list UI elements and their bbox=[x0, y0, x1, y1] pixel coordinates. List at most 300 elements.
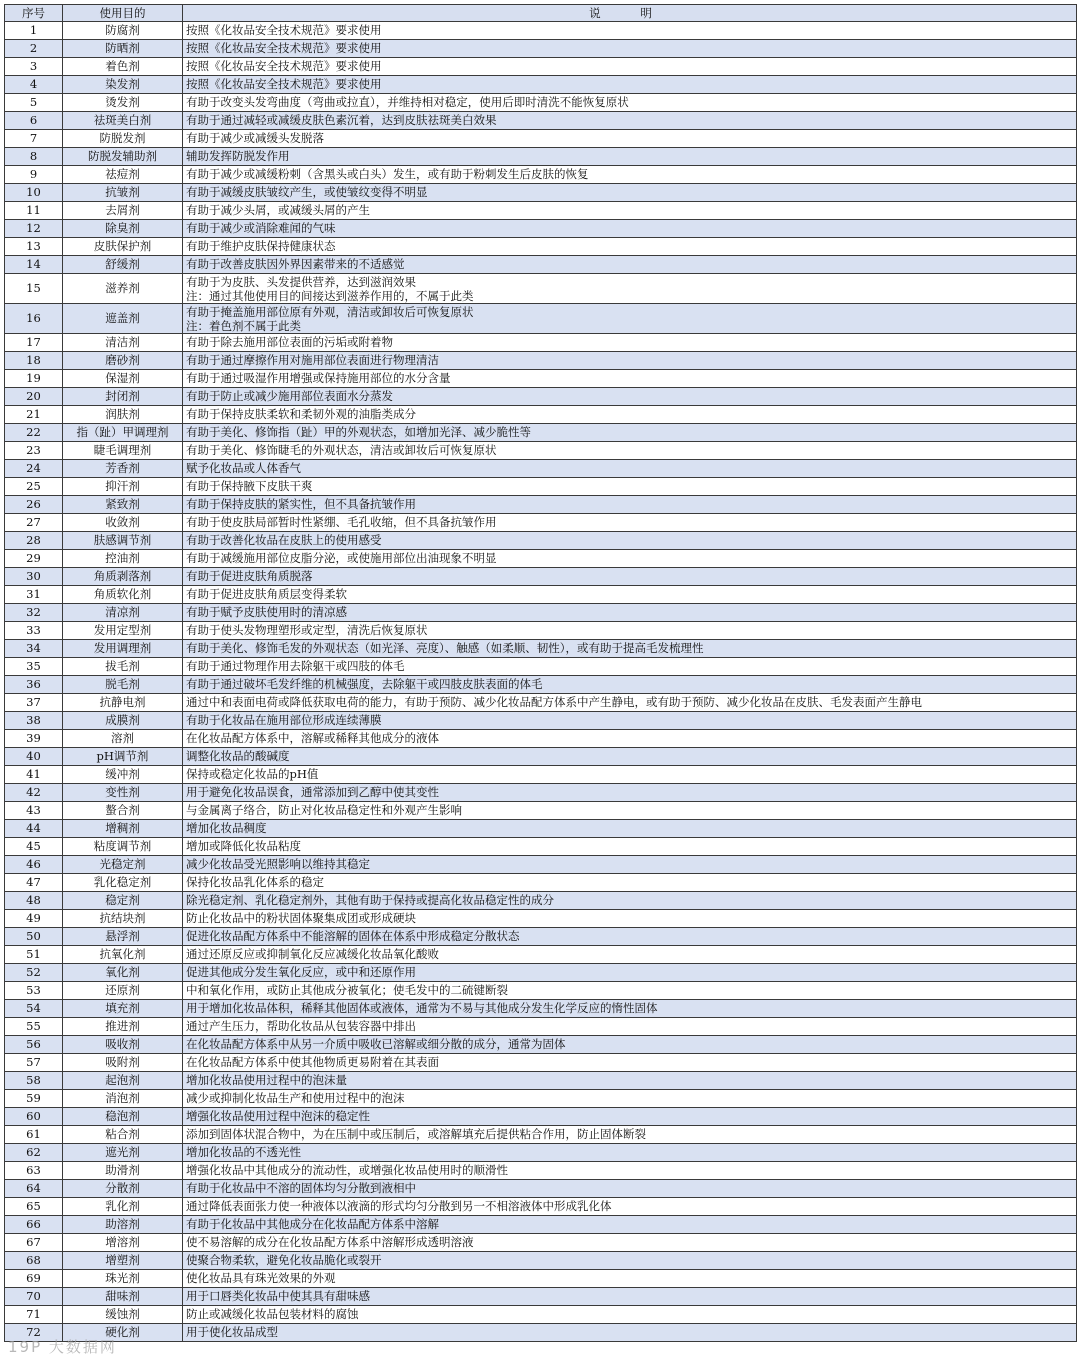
description-line: 有助于保持腋下皮肤干爽 bbox=[186, 479, 313, 493]
description-line: 防止或减缓化妆品包装材料的腐蚀 bbox=[186, 1307, 359, 1321]
description-line: 有助于改善化妆品在皮肤上的使用感受 bbox=[186, 533, 382, 547]
row-description bbox=[183, 424, 1077, 442]
row-purpose: 缓蚀剂 bbox=[63, 1306, 183, 1324]
description-line: 有助于美化、修饰睫毛的外观状态，清洁或卸妆后可恢复原状 bbox=[186, 443, 497, 457]
row-number: 47 bbox=[5, 874, 63, 892]
row-description bbox=[183, 184, 1077, 202]
row-purpose: 氧化剂 bbox=[63, 964, 183, 982]
description-line: 减少或抑制化妆品生产和使用过程中的泡沫 bbox=[186, 1091, 405, 1105]
row-description bbox=[183, 784, 1077, 802]
table-row bbox=[5, 184, 1077, 202]
description-line: 除光稳定剂、乳化稳定剂外，其他有助于保持或提高化妆品稳定性的成分 bbox=[186, 893, 554, 907]
row-purpose: 硬化剂 bbox=[63, 1324, 183, 1342]
table-row bbox=[5, 856, 1077, 874]
table-row bbox=[5, 1144, 1077, 1162]
row-description bbox=[183, 352, 1077, 370]
table-row bbox=[5, 766, 1077, 784]
row-description bbox=[183, 94, 1077, 112]
table-row bbox=[5, 964, 1077, 982]
table-row bbox=[5, 514, 1077, 532]
row-purpose: 角质剥落剂 bbox=[63, 568, 183, 586]
description-line: 有助于通过物理作用去除躯干或四肢的体毛 bbox=[186, 659, 405, 673]
row-purpose: 封闭剂 bbox=[63, 388, 183, 406]
row-purpose: 悬浮剂 bbox=[63, 928, 183, 946]
row-number: 23 bbox=[5, 442, 63, 460]
description-line: 保持化妆品乳化体系的稳定 bbox=[186, 875, 324, 889]
table-row bbox=[5, 424, 1077, 442]
row-number: 31 bbox=[5, 586, 63, 604]
description-line: 有助于减少或减缓粉刺（含黑头或白头）发生，或有助于粉刺发生后皮肤的恢复 bbox=[186, 167, 589, 181]
table-row bbox=[5, 1306, 1077, 1324]
row-purpose: 收敛剂 bbox=[63, 514, 183, 532]
row-description bbox=[183, 148, 1077, 166]
row-description bbox=[183, 874, 1077, 892]
row-purpose: 缓冲剂 bbox=[63, 766, 183, 784]
table-row bbox=[5, 676, 1077, 694]
row-number: 35 bbox=[5, 658, 63, 676]
table-row bbox=[5, 40, 1077, 58]
table-row bbox=[5, 1126, 1077, 1144]
description-line: 按照《化妆品安全技术规范》要求使用 bbox=[186, 77, 382, 91]
description-line: 用于使化妆品成型 bbox=[186, 1325, 278, 1339]
row-purpose: 推进剂 bbox=[63, 1018, 183, 1036]
header-purpose: 使用目的 bbox=[63, 5, 183, 22]
row-description bbox=[183, 982, 1077, 1000]
table-row bbox=[5, 892, 1077, 910]
table-row bbox=[5, 352, 1077, 370]
table-row bbox=[5, 220, 1077, 238]
row-description bbox=[183, 586, 1077, 604]
table-row bbox=[5, 712, 1077, 730]
table-row bbox=[5, 388, 1077, 406]
table-row bbox=[5, 148, 1077, 166]
purpose-table bbox=[4, 4, 1077, 1342]
row-purpose: 助滑剂 bbox=[63, 1162, 183, 1180]
row-number: 19 bbox=[5, 370, 63, 388]
row-number: 15 bbox=[5, 274, 63, 304]
row-number: 46 bbox=[5, 856, 63, 874]
table-row bbox=[5, 274, 1077, 304]
description-line: 在化妆品配方体系中使其他物质更易附着在其表面 bbox=[186, 1055, 439, 1069]
table-row bbox=[5, 640, 1077, 658]
row-description bbox=[183, 1306, 1077, 1324]
row-number: 50 bbox=[5, 928, 63, 946]
row-description bbox=[183, 676, 1077, 694]
row-number: 30 bbox=[5, 568, 63, 586]
row-number: 27 bbox=[5, 514, 63, 532]
description-line: 有助于掩盖施用部位原有外观，清洁或卸妆后可恢复原状 bbox=[186, 304, 474, 319]
table-row bbox=[5, 112, 1077, 130]
row-number: 40 bbox=[5, 748, 63, 766]
row-number: 53 bbox=[5, 982, 63, 1000]
row-number: 32 bbox=[5, 604, 63, 622]
row-purpose: 防脱发剂 bbox=[63, 130, 183, 148]
row-number: 67 bbox=[5, 1234, 63, 1252]
table-row bbox=[5, 238, 1077, 256]
row-description bbox=[183, 1144, 1077, 1162]
description-line: 有助于减少头屑，或减缓头屑的产生 bbox=[186, 203, 370, 217]
table-row bbox=[5, 982, 1077, 1000]
row-purpose: 祛痘剂 bbox=[63, 166, 183, 184]
table-row bbox=[5, 1054, 1077, 1072]
row-purpose: 防腐剂 bbox=[63, 22, 183, 40]
row-description bbox=[183, 748, 1077, 766]
description-line: 调整化妆品的酸碱度 bbox=[186, 749, 290, 763]
row-purpose: 光稳定剂 bbox=[63, 856, 183, 874]
row-description bbox=[183, 274, 1077, 304]
row-description bbox=[183, 76, 1077, 94]
row-description bbox=[183, 946, 1077, 964]
row-purpose: 抑汗剂 bbox=[63, 478, 183, 496]
row-description bbox=[183, 40, 1077, 58]
row-description bbox=[183, 910, 1077, 928]
row-purpose: 填充剂 bbox=[63, 1000, 183, 1018]
row-number: 70 bbox=[5, 1288, 63, 1306]
description-line: 有助于化妆品中其他成分在化妆品配方体系中溶解 bbox=[186, 1217, 439, 1231]
row-number: 25 bbox=[5, 478, 63, 496]
table-row bbox=[5, 1198, 1077, 1216]
row-purpose: 除臭剂 bbox=[63, 220, 183, 238]
row-number: 41 bbox=[5, 766, 63, 784]
row-number: 71 bbox=[5, 1306, 63, 1324]
row-description bbox=[183, 604, 1077, 622]
row-purpose: 睫毛调理剂 bbox=[63, 442, 183, 460]
row-description bbox=[183, 1162, 1077, 1180]
table-row bbox=[5, 820, 1077, 838]
row-number: 51 bbox=[5, 946, 63, 964]
row-number: 55 bbox=[5, 1018, 63, 1036]
row-number: 29 bbox=[5, 550, 63, 568]
row-purpose: 发用调理剂 bbox=[63, 640, 183, 658]
table-row bbox=[5, 256, 1077, 274]
description-line: 增加化妆品使用过程中的泡沫量 bbox=[186, 1073, 347, 1087]
table-row bbox=[5, 784, 1077, 802]
description-line: 增加或降低化妆品粘度 bbox=[186, 839, 301, 853]
description-line: 防止化妆品中的粉状固体聚集成团或形成硬块 bbox=[186, 911, 416, 925]
description-line: 有助于减少或消除难闻的气味 bbox=[186, 221, 336, 235]
row-description bbox=[183, 730, 1077, 748]
row-description bbox=[183, 1198, 1077, 1216]
row-description bbox=[183, 640, 1077, 658]
table-row bbox=[5, 748, 1077, 766]
table-row bbox=[5, 568, 1077, 586]
row-number: 28 bbox=[5, 532, 63, 550]
row-purpose: 甜味剂 bbox=[63, 1288, 183, 1306]
row-purpose: 抗结块剂 bbox=[63, 910, 183, 928]
row-number: 1 bbox=[5, 22, 63, 40]
description-line: 有助于减缓施用部位皮脂分泌，或使施用部位出油现象不明显 bbox=[186, 551, 497, 565]
row-number: 2 bbox=[5, 40, 63, 58]
description-line: 有助于通过减轻或减缓皮肤色素沉着，达到皮肤祛斑美白效果 bbox=[186, 113, 497, 127]
description-line: 有助于保持皮肤的紧实性，但不具备抗皱作用 bbox=[186, 497, 416, 511]
row-purpose: 粘度调节剂 bbox=[63, 838, 183, 856]
row-purpose: 螯合剂 bbox=[63, 802, 183, 820]
description-line: 有助于除去施用部位表面的污垢或附着物 bbox=[186, 335, 393, 349]
row-purpose: 祛斑美白剂 bbox=[63, 112, 183, 130]
description-line: 有助于通过吸湿作用增强或保持施用部位的水分含量 bbox=[186, 371, 451, 385]
description-line: 使不易溶解的成分在化妆品配方体系中溶解形成透明溶液 bbox=[186, 1235, 474, 1249]
description-line: 有助于减少或减缓头发脱落 bbox=[186, 131, 324, 145]
table-row bbox=[5, 1108, 1077, 1126]
row-description bbox=[183, 1180, 1077, 1198]
row-description bbox=[183, 1090, 1077, 1108]
description-line: 有助于美化、修饰毛发的外观状态（如光泽、亮度）、触感（如柔顺、韧性），或有助于提高毛发梳理性 bbox=[186, 641, 704, 655]
table-row bbox=[5, 946, 1077, 964]
table-row bbox=[5, 874, 1077, 892]
description-line: 添加到固体状混合物中，为在压制中或压制后，或溶解填充后提供粘合作用，防止固体断裂 bbox=[186, 1127, 646, 1141]
description-line: 有助于改变头发弯曲度（弯曲或拉直），并维持相对稳定，使用后即时清洗不能恢复原状 bbox=[186, 95, 629, 109]
description-line: 辅助发挥防脱发作用 bbox=[186, 149, 290, 163]
row-purpose: 烫发剂 bbox=[63, 94, 183, 112]
description-line: 在化妆品配方体系中从另一介质中吸收已溶解或细分散的成分，通常为固体 bbox=[186, 1037, 566, 1051]
description-line: 有助于促进皮肤角质层变得柔软 bbox=[186, 587, 347, 601]
row-number: 34 bbox=[5, 640, 63, 658]
table-row bbox=[5, 22, 1077, 40]
row-purpose: pH调节剂 bbox=[63, 748, 183, 766]
row-description bbox=[183, 1108, 1077, 1126]
row-purpose: 乳化剂 bbox=[63, 1198, 183, 1216]
row-purpose: 增溶剂 bbox=[63, 1234, 183, 1252]
row-number: 69 bbox=[5, 1270, 63, 1288]
row-description bbox=[183, 442, 1077, 460]
row-purpose: 保湿剂 bbox=[63, 370, 183, 388]
row-description bbox=[183, 496, 1077, 514]
table-row bbox=[5, 334, 1077, 352]
row-description bbox=[183, 256, 1077, 274]
description-line: 有助于赋予皮肤使用时的清凉感 bbox=[186, 605, 347, 619]
description-line: 与金属离子络合，防止对化妆品稳定性和外观产生影响 bbox=[186, 803, 462, 817]
row-description bbox=[183, 1234, 1077, 1252]
row-number: 56 bbox=[5, 1036, 63, 1054]
table-row bbox=[5, 1162, 1077, 1180]
description-line: 注：着色剂不属于此类 bbox=[186, 318, 301, 333]
row-description bbox=[183, 1252, 1077, 1270]
row-description bbox=[183, 166, 1077, 184]
table-row bbox=[5, 304, 1077, 334]
row-number: 48 bbox=[5, 892, 63, 910]
row-number: 38 bbox=[5, 712, 63, 730]
table-row bbox=[5, 1090, 1077, 1108]
header-number: 序号 bbox=[5, 5, 63, 22]
description-line: 使化妆品具有珠光效果的外观 bbox=[186, 1271, 336, 1285]
description-line: 增强化妆品中其他成分的流动性，或增强化妆品使用时的顺滑性 bbox=[186, 1163, 508, 1177]
table-row bbox=[5, 694, 1077, 712]
description-line: 减少化妆品受光照影响以维持其稳定 bbox=[186, 857, 370, 871]
row-description bbox=[183, 304, 1077, 334]
description-line: 有助于美化、修饰指（趾）甲的外观状态，如增加光泽、减少脆性等 bbox=[186, 425, 531, 439]
table-row bbox=[5, 406, 1077, 424]
table-row bbox=[5, 496, 1077, 514]
row-purpose: 还原剂 bbox=[63, 982, 183, 1000]
row-number: 22 bbox=[5, 424, 63, 442]
row-description bbox=[183, 1036, 1077, 1054]
row-number: 62 bbox=[5, 1144, 63, 1162]
row-description bbox=[183, 1288, 1077, 1306]
row-purpose: 吸收剂 bbox=[63, 1036, 183, 1054]
row-purpose: 助溶剂 bbox=[63, 1216, 183, 1234]
description-line: 注：通过其他使用目的间接达到滋养作用的，不属于此类 bbox=[186, 288, 474, 303]
row-number: 4 bbox=[5, 76, 63, 94]
table-row bbox=[5, 94, 1077, 112]
row-description bbox=[183, 388, 1077, 406]
row-purpose: 消泡剂 bbox=[63, 1090, 183, 1108]
description-line: 有助于为皮肤、头发提供营养，达到滋润效果 bbox=[186, 274, 416, 289]
description-line: 增加化妆品稠度 bbox=[186, 821, 267, 835]
table-row bbox=[5, 58, 1077, 76]
row-purpose: 舒缓剂 bbox=[63, 256, 183, 274]
table-row bbox=[5, 1324, 1077, 1342]
row-number: 20 bbox=[5, 388, 63, 406]
row-description bbox=[183, 622, 1077, 640]
row-number: 5 bbox=[5, 94, 63, 112]
table-row bbox=[5, 604, 1077, 622]
row-purpose: 分散剂 bbox=[63, 1180, 183, 1198]
row-description bbox=[183, 130, 1077, 148]
row-number: 10 bbox=[5, 184, 63, 202]
row-number: 57 bbox=[5, 1054, 63, 1072]
row-purpose: 拔毛剂 bbox=[63, 658, 183, 676]
row-purpose: 去屑剂 bbox=[63, 202, 183, 220]
row-purpose: 润肤剂 bbox=[63, 406, 183, 424]
description-line: 有助于使皮肤局部暂时性紧绷、毛孔收缩，但不具备抗皱作用 bbox=[186, 515, 497, 529]
description-line: 促进其他成分发生氧化反应，或中和还原作用 bbox=[186, 965, 416, 979]
row-description bbox=[183, 712, 1077, 730]
row-purpose: 稳泡剂 bbox=[63, 1108, 183, 1126]
row-description bbox=[183, 568, 1077, 586]
row-description bbox=[183, 22, 1077, 40]
row-purpose: 增塑剂 bbox=[63, 1252, 183, 1270]
row-description bbox=[183, 460, 1077, 478]
row-purpose: 遮盖剂 bbox=[63, 304, 183, 334]
header-description: 说 明 bbox=[183, 5, 1077, 22]
row-description bbox=[183, 856, 1077, 874]
row-number: 17 bbox=[5, 334, 63, 352]
row-number: 36 bbox=[5, 676, 63, 694]
table-row bbox=[5, 1072, 1077, 1090]
row-purpose: 着色剂 bbox=[63, 58, 183, 76]
row-purpose: 控油剂 bbox=[63, 550, 183, 568]
row-purpose: 抗静电剂 bbox=[63, 694, 183, 712]
row-purpose: 遮光剂 bbox=[63, 1144, 183, 1162]
row-purpose: 抗皱剂 bbox=[63, 184, 183, 202]
row-purpose: 磨砂剂 bbox=[63, 352, 183, 370]
row-number: 61 bbox=[5, 1126, 63, 1144]
table-row bbox=[5, 658, 1077, 676]
row-number: 13 bbox=[5, 238, 63, 256]
description-line: 赋予化妆品或人体香气 bbox=[186, 461, 301, 475]
row-purpose: 指（趾）甲调理剂 bbox=[63, 424, 183, 442]
description-line: 通过产生压力，帮助化妆品从包装容器中排出 bbox=[186, 1019, 416, 1033]
table-row bbox=[5, 460, 1077, 478]
table-row bbox=[5, 1216, 1077, 1234]
row-purpose: 变性剂 bbox=[63, 784, 183, 802]
row-description bbox=[183, 964, 1077, 982]
row-number: 14 bbox=[5, 256, 63, 274]
table-row bbox=[5, 442, 1077, 460]
row-description bbox=[183, 1000, 1077, 1018]
description-line: 按照《化妆品安全技术规范》要求使用 bbox=[186, 41, 382, 55]
description-line: 按照《化妆品安全技术规范》要求使用 bbox=[186, 59, 382, 73]
row-description bbox=[183, 112, 1077, 130]
row-purpose: 成膜剂 bbox=[63, 712, 183, 730]
description-line: 通过还原反应或抑制氧化反应减缓化妆品氧化酸败 bbox=[186, 947, 439, 961]
table-row bbox=[5, 202, 1077, 220]
row-purpose: 滋养剂 bbox=[63, 274, 183, 304]
row-purpose: 乳化稳定剂 bbox=[63, 874, 183, 892]
row-purpose: 清凉剂 bbox=[63, 604, 183, 622]
row-purpose: 溶剂 bbox=[63, 730, 183, 748]
table-row bbox=[5, 532, 1077, 550]
row-description bbox=[183, 928, 1077, 946]
row-number: 37 bbox=[5, 694, 63, 712]
row-purpose: 稳定剂 bbox=[63, 892, 183, 910]
table-row bbox=[5, 1018, 1077, 1036]
table-row bbox=[5, 1288, 1077, 1306]
table-row bbox=[5, 928, 1077, 946]
row-number: 16 bbox=[5, 304, 63, 334]
row-number: 52 bbox=[5, 964, 63, 982]
description-line: 保持或稳定化妆品的pH值 bbox=[186, 767, 319, 781]
description-line: 有助于通过破坏毛发纤维的机械强度，去除躯干或四肢皮肤表面的体毛 bbox=[186, 677, 543, 691]
description-line: 有助于化妆品在施用部位形成连续薄膜 bbox=[186, 713, 382, 727]
row-number: 63 bbox=[5, 1162, 63, 1180]
row-number: 39 bbox=[5, 730, 63, 748]
row-description bbox=[183, 478, 1077, 496]
row-description bbox=[183, 1018, 1077, 1036]
row-purpose: 防晒剂 bbox=[63, 40, 183, 58]
row-number: 24 bbox=[5, 460, 63, 478]
description-line: 按照《化妆品安全技术规范》要求使用 bbox=[186, 23, 382, 37]
row-purpose: 角质软化剂 bbox=[63, 586, 183, 604]
row-number: 9 bbox=[5, 166, 63, 184]
row-description bbox=[183, 802, 1077, 820]
description-line: 有助于防止或减少施用部位表面水分蒸发 bbox=[186, 389, 393, 403]
row-number: 44 bbox=[5, 820, 63, 838]
row-number: 66 bbox=[5, 1216, 63, 1234]
row-number: 65 bbox=[5, 1198, 63, 1216]
row-number: 60 bbox=[5, 1108, 63, 1126]
description-line: 有助于维护皮肤保持健康状态 bbox=[186, 239, 336, 253]
row-number: 11 bbox=[5, 202, 63, 220]
row-number: 43 bbox=[5, 802, 63, 820]
row-number: 58 bbox=[5, 1072, 63, 1090]
row-purpose: 芳香剂 bbox=[63, 460, 183, 478]
row-purpose: 皮肤保护剂 bbox=[63, 238, 183, 256]
row-description bbox=[183, 1126, 1077, 1144]
row-number: 6 bbox=[5, 112, 63, 130]
row-description bbox=[183, 1324, 1077, 1342]
table-row bbox=[5, 1000, 1077, 1018]
row-description bbox=[183, 766, 1077, 784]
row-number: 72 bbox=[5, 1324, 63, 1342]
row-purpose: 吸附剂 bbox=[63, 1054, 183, 1072]
row-purpose: 增稠剂 bbox=[63, 820, 183, 838]
row-purpose: 紧致剂 bbox=[63, 496, 183, 514]
row-number: 59 bbox=[5, 1090, 63, 1108]
row-number: 42 bbox=[5, 784, 63, 802]
row-purpose: 抗氧化剂 bbox=[63, 946, 183, 964]
row-purpose: 清洁剂 bbox=[63, 334, 183, 352]
row-description bbox=[183, 892, 1077, 910]
row-description bbox=[183, 1270, 1077, 1288]
row-number: 12 bbox=[5, 220, 63, 238]
row-number: 64 bbox=[5, 1180, 63, 1198]
description-line: 有助于使头发物理塑形或定型，清洗后恢复原状 bbox=[186, 623, 428, 637]
row-description bbox=[183, 220, 1077, 238]
row-number: 49 bbox=[5, 910, 63, 928]
watermark-text: 19P 大数据网 bbox=[8, 1338, 117, 1356]
row-purpose: 脱毛剂 bbox=[63, 676, 183, 694]
